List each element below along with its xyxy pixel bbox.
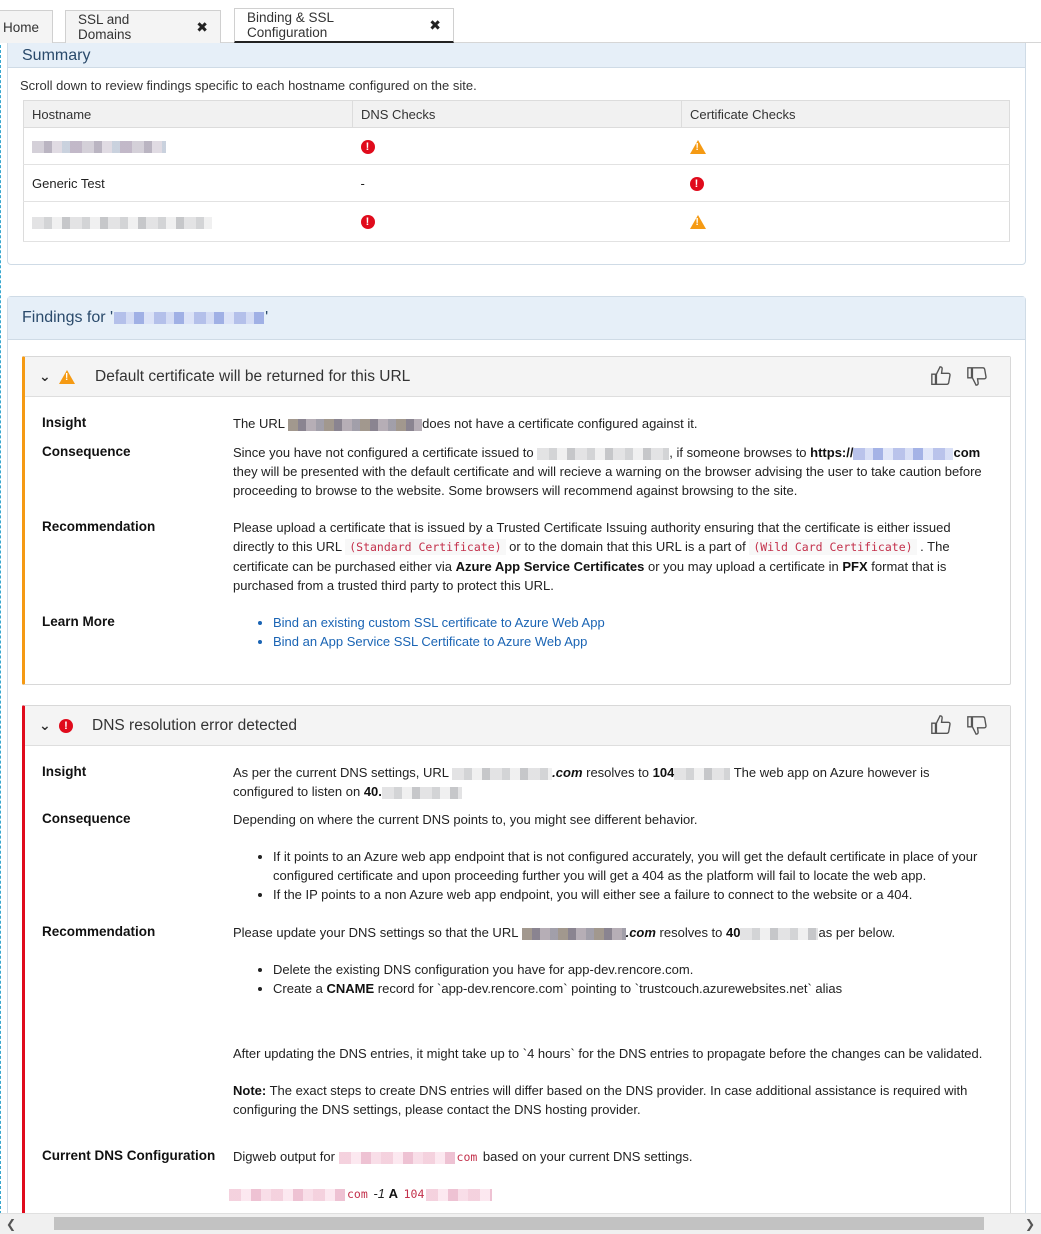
code-domain: com <box>456 1150 478 1164</box>
note-label: Note: <box>233 1083 267 1098</box>
findings-title-prefix: Findings for ' <box>22 309 114 326</box>
learn-more-link[interactable]: • Bind an App Service SSL Certificate to Azure Web App <box>273 632 993 651</box>
feedback-buttons <box>930 365 988 387</box>
finding-default-certificate <box>22 356 1011 685</box>
redacted-hostname <box>537 448 669 460</box>
summary-table <box>23 100 1010 242</box>
table-row <box>24 202 1010 242</box>
thumbs-up-icon[interactable] <box>930 365 952 387</box>
column-header-certificate-checks: Certificate Checks <box>682 101 1010 128</box>
column-header-hostname: Hostname <box>24 101 353 128</box>
insight-text <box>233 414 993 433</box>
insight-label: Insight <box>42 764 87 779</box>
warning-icon <box>690 140 706 154</box>
text-segment: The URL <box>233 416 289 431</box>
note-text <box>233 1081 993 1119</box>
text-segment: Digweb output for <box>233 1149 339 1164</box>
summary-description: Scroll down to review findings specific to each hostname configured on the site. <box>20 78 477 93</box>
chevron-down-icon[interactable]: ⌄ <box>39 717 51 733</box>
consequence-label: Consequence <box>42 444 131 459</box>
tab-binding-ssl-configuration[interactable] <box>234 8 454 43</box>
text-segment: Create a <box>273 981 327 996</box>
dns-check-cell <box>353 202 682 242</box>
list-item: • If it points to an Azure web app endpoint that is not configured accurately, you will get the default certificate in place of your configured certificate and upon proceeding further you will get a 404 as the platform will fail to locate the web app. <box>273 847 993 885</box>
summary-header <box>8 43 1025 68</box>
content-scroll-area[interactable] <box>0 43 1041 1213</box>
consequence-text <box>233 810 993 904</box>
current-dns-configuration-text <box>233 1147 993 1167</box>
cert-check-cell <box>682 165 1010 202</box>
error-icon: ! <box>361 140 375 154</box>
warning-icon <box>59 370 75 384</box>
code-wildcard-certificate: (Wild Card Certificate) <box>749 539 916 555</box>
insight-text <box>233 763 993 801</box>
hostname-cell <box>24 202 353 242</box>
scroll-left-icon[interactable]: ❮ <box>6 1217 17 1231</box>
learn-more-links <box>233 613 993 651</box>
scrollbar-thumb[interactable] <box>54 1217 984 1230</box>
redacted-ip <box>674 768 730 780</box>
list-item: • Delete the existing DNS configuration you have for app-dev.rencore.com. <box>273 960 993 979</box>
findings-header <box>8 297 1025 340</box>
feedback-buttons <box>930 714 988 736</box>
text-segment: based on your current DNS settings. <box>479 1149 693 1164</box>
hostname-cell: Generic Test <box>24 165 353 202</box>
redacted-hostname <box>32 217 212 229</box>
bold-text: PFX <box>842 559 868 574</box>
horizontal-scrollbar[interactable] <box>0 1213 1041 1234</box>
finding-title: DNS resolution error detected <box>92 716 298 734</box>
recommendation-label: Recommendation <box>42 924 156 939</box>
tab-label: Home <box>3 19 40 35</box>
cert-check-cell <box>682 202 1010 242</box>
redacted-ip <box>426 1189 492 1201</box>
ip-address: 40 <box>726 925 741 940</box>
warning-icon <box>690 215 706 229</box>
text-segment: format that is purchased from a trusted third party to protect this URL. <box>233 559 947 593</box>
text-segment: does not have a certificate configured against it. <box>422 416 698 431</box>
dns-check-cell: - <box>353 165 682 202</box>
thumbs-down-icon[interactable] <box>966 365 988 387</box>
finding-title: Default certificate will be returned for this URL <box>95 367 411 385</box>
code-standard-certificate: (Standard Certificate) <box>345 539 505 555</box>
insight-label: Insight <box>42 415 87 430</box>
finding-header[interactable] <box>25 706 1010 746</box>
link-part: https:// <box>810 445 854 460</box>
tab-label: SSL and Domains <box>78 12 132 42</box>
site-link[interactable] <box>810 445 980 460</box>
thumbs-up-icon[interactable] <box>930 714 952 736</box>
recommendation-text <box>233 923 993 1119</box>
dig-output-line <box>229 1184 989 1204</box>
findings-card <box>7 296 1026 1213</box>
finding-header[interactable] <box>25 357 1010 397</box>
text-segment: as per below. <box>818 925 896 940</box>
finding-dns-resolution-error <box>22 705 1011 1213</box>
after-update-text: After updating the DNS entries, it might take up to `4 hours` for the DNS entries to propagate before the changes can be validated. <box>233 1046 983 1061</box>
redacted-ip <box>740 928 818 940</box>
ip-address: 104 <box>652 765 675 780</box>
code-domain: com <box>347 1187 368 1201</box>
list-item: • If the IP points to a non Azure web app endpoint, you will either see a failure to connect to the website or a 404. <box>273 885 993 904</box>
bold-text: .com <box>552 765 583 780</box>
code-ip: 104 <box>403 1187 425 1201</box>
link-part: com <box>953 445 981 460</box>
text-segment: The exact steps to create DNS entries will differ based on the DNS provider. In case additional assistance is required with configuring the DNS settings, please contact the DNS hosting provider. <box>233 1083 968 1117</box>
hostname-cell <box>24 128 353 165</box>
text-segment: Depending on where the current DNS points to, you might see different behavior. <box>233 812 698 827</box>
text-segment: resolves to <box>655 925 727 940</box>
redacted-url <box>522 928 626 940</box>
redacted-hostname <box>229 1189 345 1201</box>
cert-check-cell <box>682 128 1010 165</box>
current-dns-configuration-label: Current DNS Configuration <box>42 1148 216 1163</box>
text-segment: The web app on Azure however is configured to listen on <box>233 765 930 799</box>
dig-record-type: A <box>388 1186 398 1201</box>
text-segment: As per the current DNS settings, URL <box>233 765 453 780</box>
text-segment: or you may upload a certificate in <box>644 559 843 574</box>
text-segment: Please upload a certificate that is issued by a Trusted Certificate Issuing authority ensuring that the certificate is either issued directly to this URL <box>233 520 951 554</box>
redacted-hostname <box>339 1152 455 1164</box>
text-segment: . The certificate can be purchased either via <box>233 539 950 574</box>
redacted-hostname <box>114 312 264 324</box>
dig-ttl: -1 <box>373 1186 385 1201</box>
text-segment: Please update your DNS settings so that the URL <box>233 925 522 940</box>
redacted-hostname <box>32 141 166 153</box>
scroll-right-icon[interactable]: ❯ <box>1024 1217 1035 1231</box>
redacted-url <box>288 419 422 431</box>
text-segment: they will be presented with the default certificate and will recieve a warning on the browser advising the user to take caution before proceeding to browse to the website. Some browsers will recommend against browsing to the site. <box>233 464 982 498</box>
findings-title-suffix: ' <box>265 309 269 326</box>
recommendation-text <box>233 518 993 595</box>
bold-text: CNAME <box>326 981 375 996</box>
text-segment: record for `app-dev.rencore.com` pointing to `trustcouch.azurewebsites.net` alias <box>374 981 843 996</box>
bold-text: Azure App Service Certificates <box>455 559 645 574</box>
column-header-dns-checks: DNS Checks <box>353 101 682 128</box>
list-item <box>273 979 993 998</box>
thumbs-down-icon[interactable] <box>966 714 988 736</box>
tab-bar <box>0 0 1041 43</box>
table-row <box>24 128 1010 165</box>
summary-card <box>7 43 1026 265</box>
consequence-label: Consequence <box>42 811 131 826</box>
text-segment: resolves to <box>582 765 653 780</box>
error-icon: ! <box>59 719 73 733</box>
recommendation-label: Recommendation <box>42 519 156 534</box>
close-icon[interactable]: ✖ <box>196 18 208 35</box>
text-segment: Since you have not configured a certificate issued to <box>233 445 538 460</box>
text-segment: or to the domain that this URL is a part of <box>505 539 750 554</box>
tab-ssl-and-domains[interactable] <box>65 10 221 43</box>
close-icon[interactable]: ✖ <box>429 16 441 33</box>
error-icon: ! <box>690 177 704 191</box>
text-segment: , if someone browses to <box>669 445 811 460</box>
learn-more-link[interactable]: • Bind an existing custom SSL certificate to Azure Web App <box>273 613 993 632</box>
ip-address: 40. <box>363 784 382 799</box>
error-icon: ! <box>361 215 375 229</box>
table-row <box>24 165 1010 202</box>
tab-label: Binding & SSL Configuration <box>247 10 334 40</box>
redacted-url <box>452 768 552 780</box>
bold-text: .com <box>625 925 656 940</box>
redacted-ip <box>382 787 462 799</box>
tab-home[interactable] <box>0 10 53 43</box>
summary-title: Summary <box>22 47 91 64</box>
dns-check-cell <box>353 128 682 165</box>
redacted-hostname <box>853 448 953 460</box>
chevron-down-icon[interactable]: ⌄ <box>39 368 51 384</box>
learn-more-label: Learn More <box>42 614 115 629</box>
consequence-text <box>233 443 993 500</box>
